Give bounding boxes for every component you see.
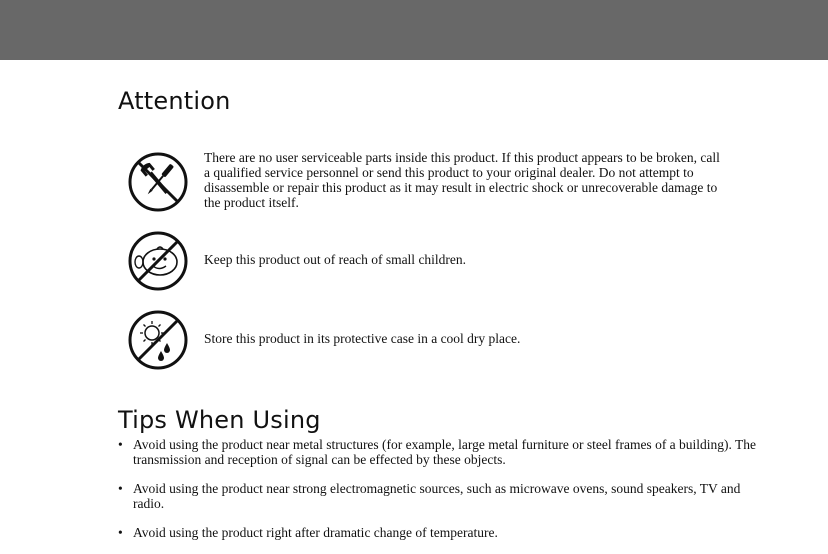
- attention-heading: Attention: [118, 87, 231, 115]
- tip-text: Avoid using the product near strong electromagnetic sources, such as microwave ovens, sound speakers, TV and radio.: [133, 481, 741, 511]
- bullet-icon: •: [118, 525, 123, 540]
- warning-text-children: Keep this product out of reach of small children.: [204, 252, 467, 267]
- warning-text-storage: Store this product in its protective case in a cool dry place.: [204, 331, 521, 346]
- tips-heading: Tips When Using: [118, 406, 321, 434]
- header-bar: [0, 0, 828, 60]
- tip-text: Avoid using the product near metal structures (for example, large metal furniture or steel frames of a building). The transmission and reception of signal can be effected by these objects.: [133, 437, 757, 467]
- bullet-icon: •: [118, 481, 123, 496]
- tip-text: Avoid using the product right after dramatic change of temperature.: [133, 525, 498, 540]
- tips-list: [118, 437, 758, 554]
- no-tools-icon: [127, 150, 189, 212]
- list-item: [118, 437, 758, 467]
- warning-text-service: There are no user serviceable parts inside this product. If this product appears to be broken, call a qualified service personnel or send this product to your original dealer. Do not attempt to disassemble or repair this product as it may result in electric shock or unrecoverable damage to the product itself.: [204, 150, 720, 210]
- no-children-icon: [127, 230, 189, 292]
- bullet-icon: •: [118, 437, 123, 452]
- list-item: [118, 525, 758, 540]
- list-item: [118, 481, 758, 511]
- no-sun-water-icon: [127, 309, 189, 371]
